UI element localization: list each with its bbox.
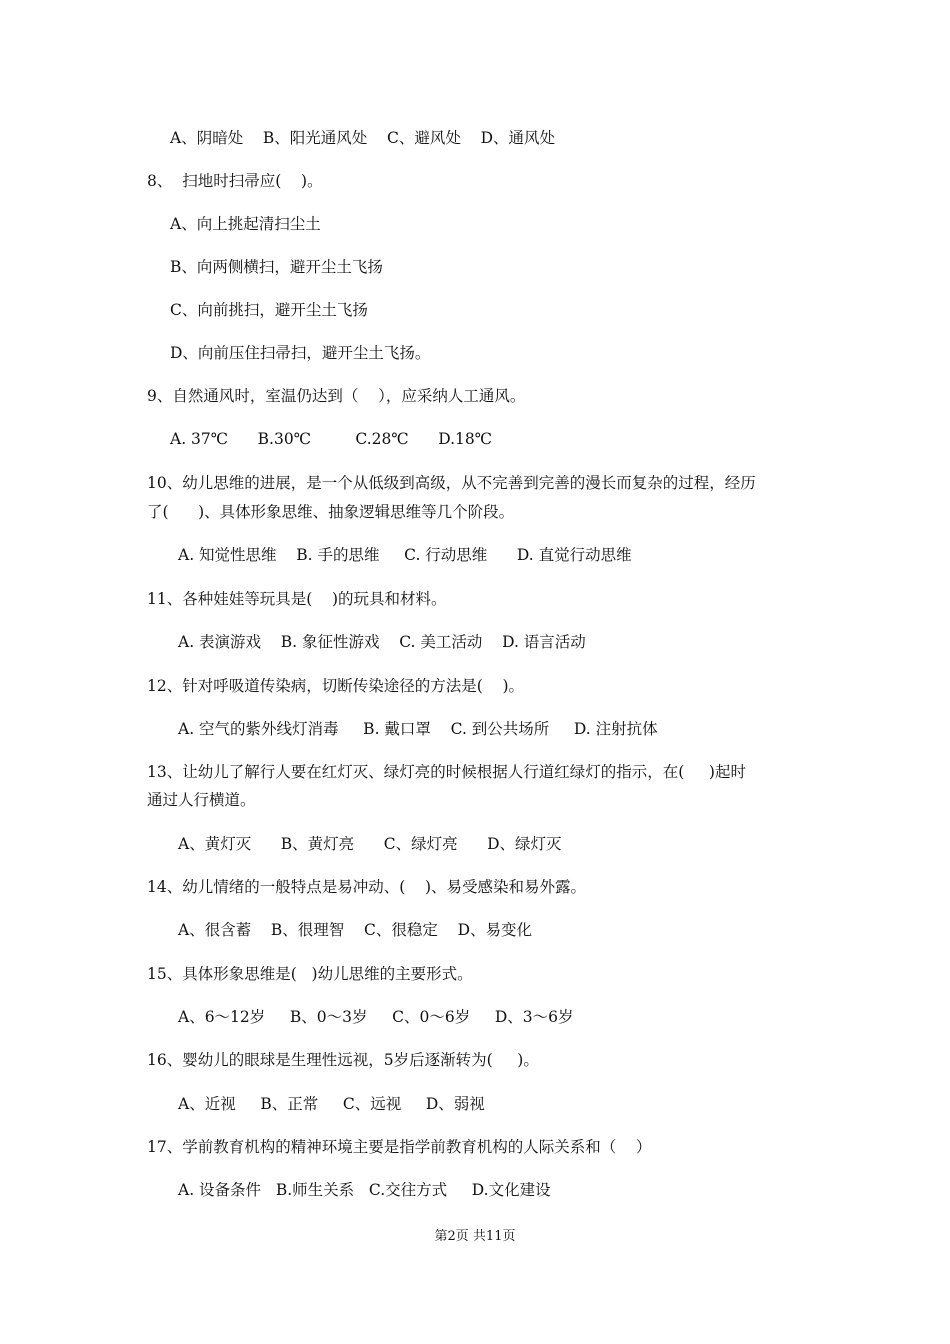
q13-question-1: 13、让幼儿了解行人要在红灯灭、绿灯亮的时候根据人行道红绿灯的指示，在( )起时 xyxy=(147,763,746,781)
q17-options: A. 设备条件 B.师生关系 C.交往方式 D.文化建设 xyxy=(178,1181,551,1199)
q9-question: 9、自然通风时，室温仍达到（ ），应采纳人工通风。 xyxy=(147,387,526,405)
q15-question: 15、具体形象思维是( )幼儿思维的主要形式。 xyxy=(147,965,473,983)
q13-options: A、黄灯灭 B、黄灯亮 C、绿灯亮 D、绿灯灭 xyxy=(178,835,562,853)
q10-question-2: 了( )、具体形象思维、抽象逻辑思维等几个阶段。 xyxy=(147,503,515,521)
page-footer: 第2页 共11页 xyxy=(434,1229,516,1244)
q10-question-1: 10、幼儿思维的进展，是一个从低级到高级，从不完善到完善的漫长而复杂的过程，经历 xyxy=(147,474,756,492)
q14-question: 14、幼儿情绪的一般特点是易冲动、( )、易受感染和易外露。 xyxy=(147,878,587,896)
q14-options: A、很含蓄 B、很理智 C、很稳定 D、易变化 xyxy=(178,921,532,939)
q11-options: A. 表演游戏 B. 象征性游戏 C. 美工活动 D. 语言活动 xyxy=(178,633,586,651)
q12-question: 12、针对呼吸道传染病，切断传染途径的方法是( )。 xyxy=(147,677,525,695)
q8-option-b: B、向两侧横扫，避开尘土飞扬 xyxy=(170,258,383,276)
q17-question: 17、学前教育机构的精神环境主要是指学前教育机构的人际关系和（ ） xyxy=(147,1138,652,1156)
q12-options: A. 空气的紫外线灯消毒 B. 戴口罩 C. 到公共场所 D. 注射抗体 xyxy=(178,720,658,738)
q11-question: 11、各种娃娃等玩具是( )的玩具和材料。 xyxy=(147,590,447,608)
q10-options: A. 知觉性思维 B. 手的思维 C. 行动思维 D. 直觉行动思维 xyxy=(178,546,632,564)
q8-option-c: C、向前挑扫，避开尘土飞扬 xyxy=(170,301,368,319)
q16-options: A、近视 B、正常 C、远视 D、弱视 xyxy=(178,1095,485,1113)
q8-question: 8、 扫地时扫帚应( )。 xyxy=(147,172,323,190)
q9-options: A. 37℃ B.30℃ C.28℃ D.18℃ xyxy=(170,430,493,448)
q13-question-2: 通过人行横道。 xyxy=(147,791,256,809)
q16-question: 16、婴幼儿的眼球是生理性远视，5岁后逐渐转为( )。 xyxy=(147,1051,539,1069)
q8-option-d: D、向前压住扫帚扫，避开尘土飞扬。 xyxy=(170,344,431,362)
q15-options: A、6～12岁 B、0～3岁 C、0～6岁 D、3～6岁 xyxy=(178,1008,574,1026)
q7-options: A、阴暗处 B、阳光通风处 C、避风处 D、通风处 xyxy=(170,129,555,147)
q8-option-a: A、向上挑起清扫尘土 xyxy=(170,215,321,233)
